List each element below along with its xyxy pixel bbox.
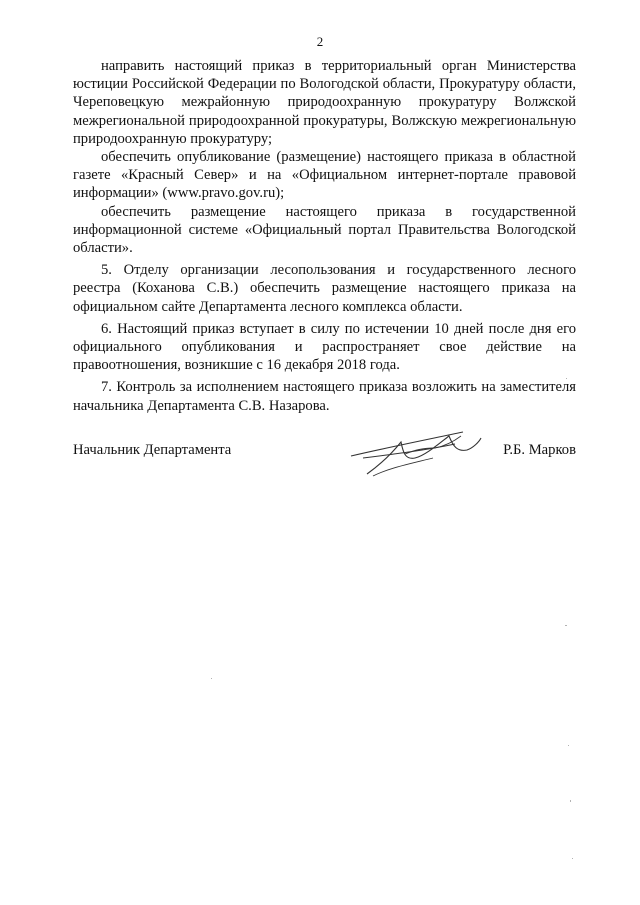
paragraph-item-5: 5. Отделу организации лесопользования и государственного лесного реестра (Коханова С.В.) обеспечить размещение настоящего приказа на официальном сайте Департамента лесного комплекса области.: [73, 262, 576, 315]
scan-speck: [570, 800, 571, 802]
scan-speck: [568, 745, 569, 746]
paragraph-send-order: направить настоящий приказ в территориальный орган Министерства юстиции Российской Федерации по Вологодской области, Прокуратуру области, Череповецкую межрайонную природоохранную прокуратуру Волжской межрегиональной природоохранной прокуратуры, Волжскую межрегиональную природоохранную прокуратуру;: [73, 58, 576, 147]
document-body: [73, 57, 576, 415]
page-number: 2: [316, 34, 324, 49]
scan-speck: [572, 858, 573, 859]
scan-speck: [211, 678, 212, 679]
paragraph-item-7: 7. Контроль за исполнением настоящего приказа возложить на заместителя начальника Департамента С.В. Назарова.: [73, 379, 576, 414]
scan-speck: [566, 378, 567, 379]
paragraph-item-6: 6. Настоящий приказ вступает в силу по истечении 10 дней после дня его официального опубликования и распространяет свое действие на правоотношения, возникшие с 16 декабря 2018 года.: [73, 320, 576, 374]
signatory-position: Начальник Департамента: [73, 442, 232, 458]
signatory-name: Р.Б. Марков: [503, 442, 576, 458]
signature-block: [73, 440, 576, 480]
handwritten-signature: [345, 428, 485, 484]
paragraph-publication: обеспечить опубликование (размещение) настоящего приказа в областной газете «Красный Север» и на «Официальном интернет-портале правовой информации» (www.pravo.gov.ru);: [73, 149, 576, 202]
paragraph-placement-portal: обеспечить размещение настоящего приказа в государственной информационной системе «Официальный портал Правительства Вологодской области».: [73, 203, 576, 257]
scan-speck: [565, 625, 567, 626]
